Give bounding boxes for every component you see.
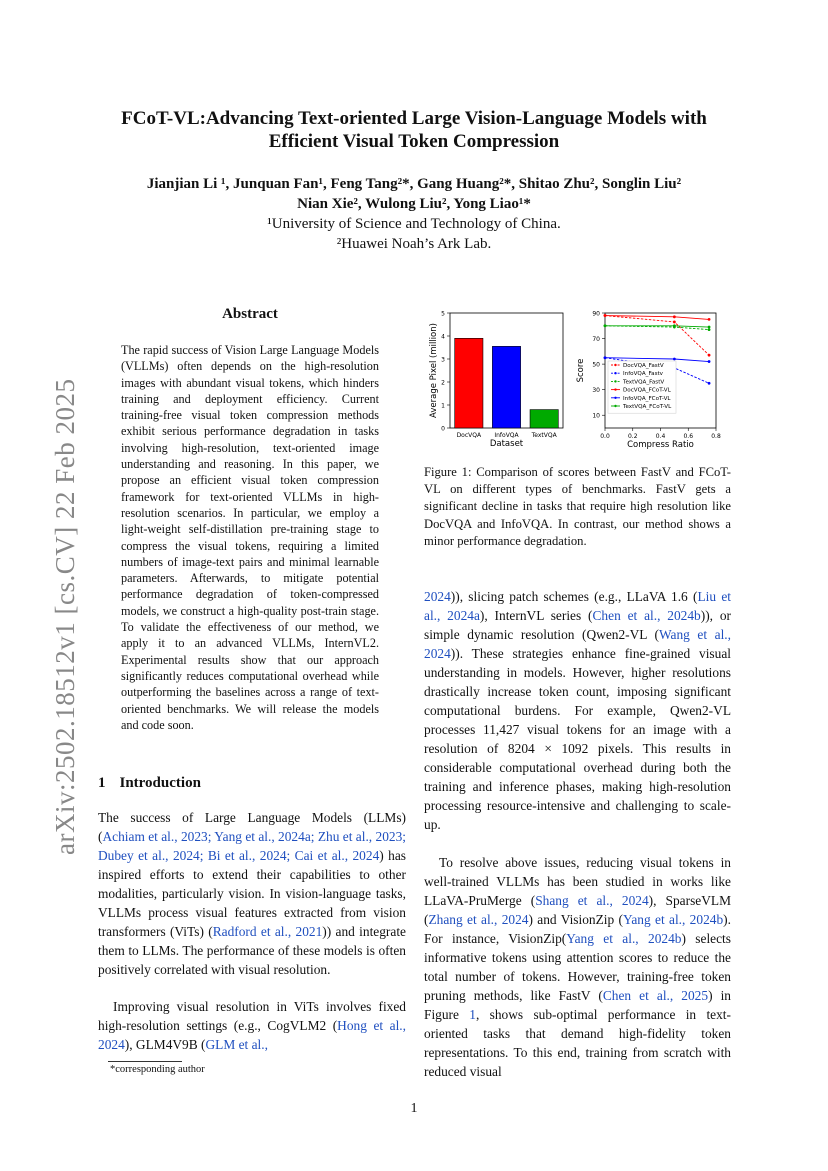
arxiv-stamp [14,355,80,855]
citation-link[interactable]: 2024 [424,589,451,604]
citation-link[interactable]: Chen et al., 2024b [592,608,701,623]
data-point [708,354,711,357]
x-tick-label: TextVQA [531,432,557,439]
x-tick-label: 0.6 [683,433,694,440]
citation-link[interactable]: Shang et al., 2024 [535,893,649,908]
text-run: )), slicing patch schemes (e.g., LLaVA 1.6 ( [450,589,698,604]
data-point [604,356,607,359]
data-point [673,321,676,324]
bar [530,410,558,428]
authors-line-2: Nian Xie², Wulong Liu², Yong Liao¹* [297,196,531,212]
data-point [708,328,711,331]
citation-link[interactable]: Liu et al., 2024a [424,589,731,623]
bar [455,338,483,428]
right-paragraph-2 [424,853,731,1081]
citation-link[interactable]: Achiam et al., 2023; Yang et al., 2024a; Zhu et al., 2023; Dubey et al., 2024; Bi et al., 2024; Cai et al., 2024 [98,829,406,863]
text-run: ) and VisionZip ( [528,912,623,927]
citation-link[interactable]: GLM et al., [205,1037,268,1052]
intro-paragraph-2 [98,997,406,1054]
x-tick-label: 0.0 [600,433,610,440]
legend-label: DocVQA_FastV [623,363,664,369]
figure-caption: Figure 1: Comparison of scores between FastV and FCoT-VL on different types of benchmarks. FastV gets a significant decline in tasks that require high resolution like DocVQA and InfoVQA. In contrast, our method shows a minor performance degradation. [424,465,731,548]
right-paragraph-1 [424,587,731,834]
abstract-heading: Abstract [222,306,278,322]
citation-link[interactable]: Radford et al., 2021 [212,924,323,939]
citation-link[interactable]: Yang et al., 2024b [623,912,724,927]
text-run: ). For instance, VisionZip( [424,912,731,946]
legend-label: TextVQA_FastV [623,379,665,386]
data-point [604,314,607,317]
authors [80,174,748,214]
line-chart [576,311,721,451]
text-run: To resolve above issues, reducing visual tokens in well-trained VLLMs has been studied in works like LLaVA-PruMerge ( [424,855,731,908]
series-line [605,316,709,356]
figure-1 [418,305,738,455]
x-tick-label: InfoVQA [494,432,519,439]
legend-marker [614,397,616,399]
title-line-1: FCoT-VL:Advancing Text-oriented Large Vision-Language Models with [121,108,707,129]
y-tick-label: 10 [592,412,600,420]
text-run: ), SparseVLM ( [424,893,731,927]
data-point [604,324,607,327]
y-tick-label: 90 [592,310,600,318]
text-run: , shows sub-optimal performance in text-oriented tasks that demand high-fidelity token representations. To this end, training from scratch with reduced visual [424,1007,731,1079]
data-point [708,326,711,329]
y-tick-label: 50 [592,361,600,369]
text-run: ) has inspired efforts to extend their capabilities to other modalities, particularly vision. In vision-language tasks, VLLMs process visual features extracted from vision transformers (ViTs) ( [98,848,406,939]
section-heading-introduction [98,775,201,792]
arxiv-id: arXiv:2502.18512v1 [cs.CV] 22 Feb 2025 [50,378,80,855]
data-point [708,318,711,321]
authors-line-1: Jianjian Li ¹, Junquan Fan¹, Feng Tang²*, Gang Huang²*, Shitao Zhu², Songlin Liu² [146,176,682,192]
y-tick-label: 3 [441,356,445,364]
x-axis-label: Dataset [489,439,524,449]
text-run: )) and integrate them to LLMs. The performance of these models is often positively correlated with visual resolution. [98,924,406,977]
y-axis-label: Average Pixel (million) [429,323,439,418]
y-tick-label: 70 [592,336,600,344]
footnote-rule [108,1061,182,1062]
citation-link[interactable]: Yang et al., 2024b [566,931,682,946]
legend-label: InfoVQA_Fastv [623,371,663,378]
legend-label: InfoVQA_FCoT-VL [623,395,671,402]
legend-marker [614,380,616,382]
legend-marker [614,372,616,374]
text-run: )). These strategies enhance fine-grained visual understanding in models. However, higher resolutions drastically increase token count, imposing significant computational burdens. For example, Qwen2-VL processes 11,427 visual tokens for an image with a resolution of 8204 × 1092 pixels. This results in considerable computational overhead during both the training and inference phases, making high-resolution processing resource-intensive and challenging to scale-up. [424,646,731,832]
text-run: The success of Large Language Models (LLMs) ( [98,810,406,844]
paper-title [80,107,748,153]
y-tick-label: 30 [592,387,600,395]
y-tick-label: 4 [441,333,445,341]
y-tick-label: 1 [441,402,445,410]
x-tick-label: 0.8 [711,433,721,440]
y-tick-label: 2 [441,379,445,387]
legend-marker [614,388,616,390]
x-tick-label: 0.2 [627,433,638,440]
text-run: ), GLM4V9B ( [124,1037,206,1052]
intro-paragraph-1 [98,808,406,979]
section-number: 1 [98,775,106,791]
y-tick-label: 5 [441,310,445,318]
x-tick-label: DocVQA [456,432,482,439]
legend-label: DocVQA_FCoT-VL [623,387,671,394]
x-axis-label: Compress Ratio [627,440,694,450]
data-point [673,324,676,327]
series-line [605,316,709,320]
text-run: Improving visual resolution in ViTs involves fixed high-resolution settings (e.g., CogVLM2 ( [98,999,406,1033]
data-point [673,315,676,318]
citation-link[interactable]: Chen et al., 2025 [602,988,709,1003]
citation-link[interactable]: Hong et al., 2024 [98,1018,406,1052]
legend-marker [614,405,616,407]
y-axis-label: Score [576,358,586,383]
data-point [673,358,676,361]
text-run: ), InternVL series ( [479,608,593,623]
text-run: ) selects informative tokens using attention scores to reduce the total number of tokens. However, training-free token pruning methods, like FastV ( [424,931,731,1003]
bar [492,346,520,428]
figure-ref-link[interactable]: 1 [469,1007,476,1022]
affiliations [80,214,748,254]
x-tick-label: 0.4 [655,433,666,440]
affiliation-1: ¹University of Science and Technology of China. [267,216,561,232]
title-line-2: Efficient Visual Token Compression [268,131,560,152]
abstract-text: The rapid success of Vision Large Language Models (VLLMs) often depends on the high-resolution images with abundant visual tokens, which hinders training and deployment efficiency. Current training-free visual token compression methods exhibit serious performance degradation in tasks involving high-resolution, text-oriented image understanding and reasoning. In this paper, we propose an efficient visual token compression framework for text-oriented VLLMs in high-resolution scenarios. In particular, we employ a light-weight self-distillation pre-training stage to compress the visual tokens, requiring a limited numbers of image-text pairs and minimal learnable parameters. Afterwards, to mitigate potential performance degradation of token-compressed models, we construct a high-quality post-train stage. To validate the effectiveness of our method, we apply it to an advanced VLLMs, InternVL2. Experimental results show that our approach significantly reduces computational overhead while outperforming the baselines across a range of text-oriented benchmarks. We will release the models and code soon. [121,343,379,732]
bar-chart [429,311,563,450]
citation-link[interactable]: Wang et al., 2024 [424,627,731,661]
page-number: 1 [410,1101,418,1116]
legend-marker [614,364,616,366]
text-run: )), or simple dynamic resolution (Qwen2-VL ( [424,608,731,642]
citation-link[interactable]: Zhang et al., 2024 [428,912,529,927]
footnote: *corresponding author [110,1064,205,1075]
section-title: Introduction [119,775,201,791]
legend-label: TextVQA_FCoT-VL [623,404,672,410]
y-tick-label: 0 [441,425,445,433]
data-point [708,360,711,363]
data-point [708,382,711,385]
text-run: ) in Figure [424,988,731,1022]
affiliation-2: ²Huawei Noah’s Ark Lab. [336,236,492,252]
